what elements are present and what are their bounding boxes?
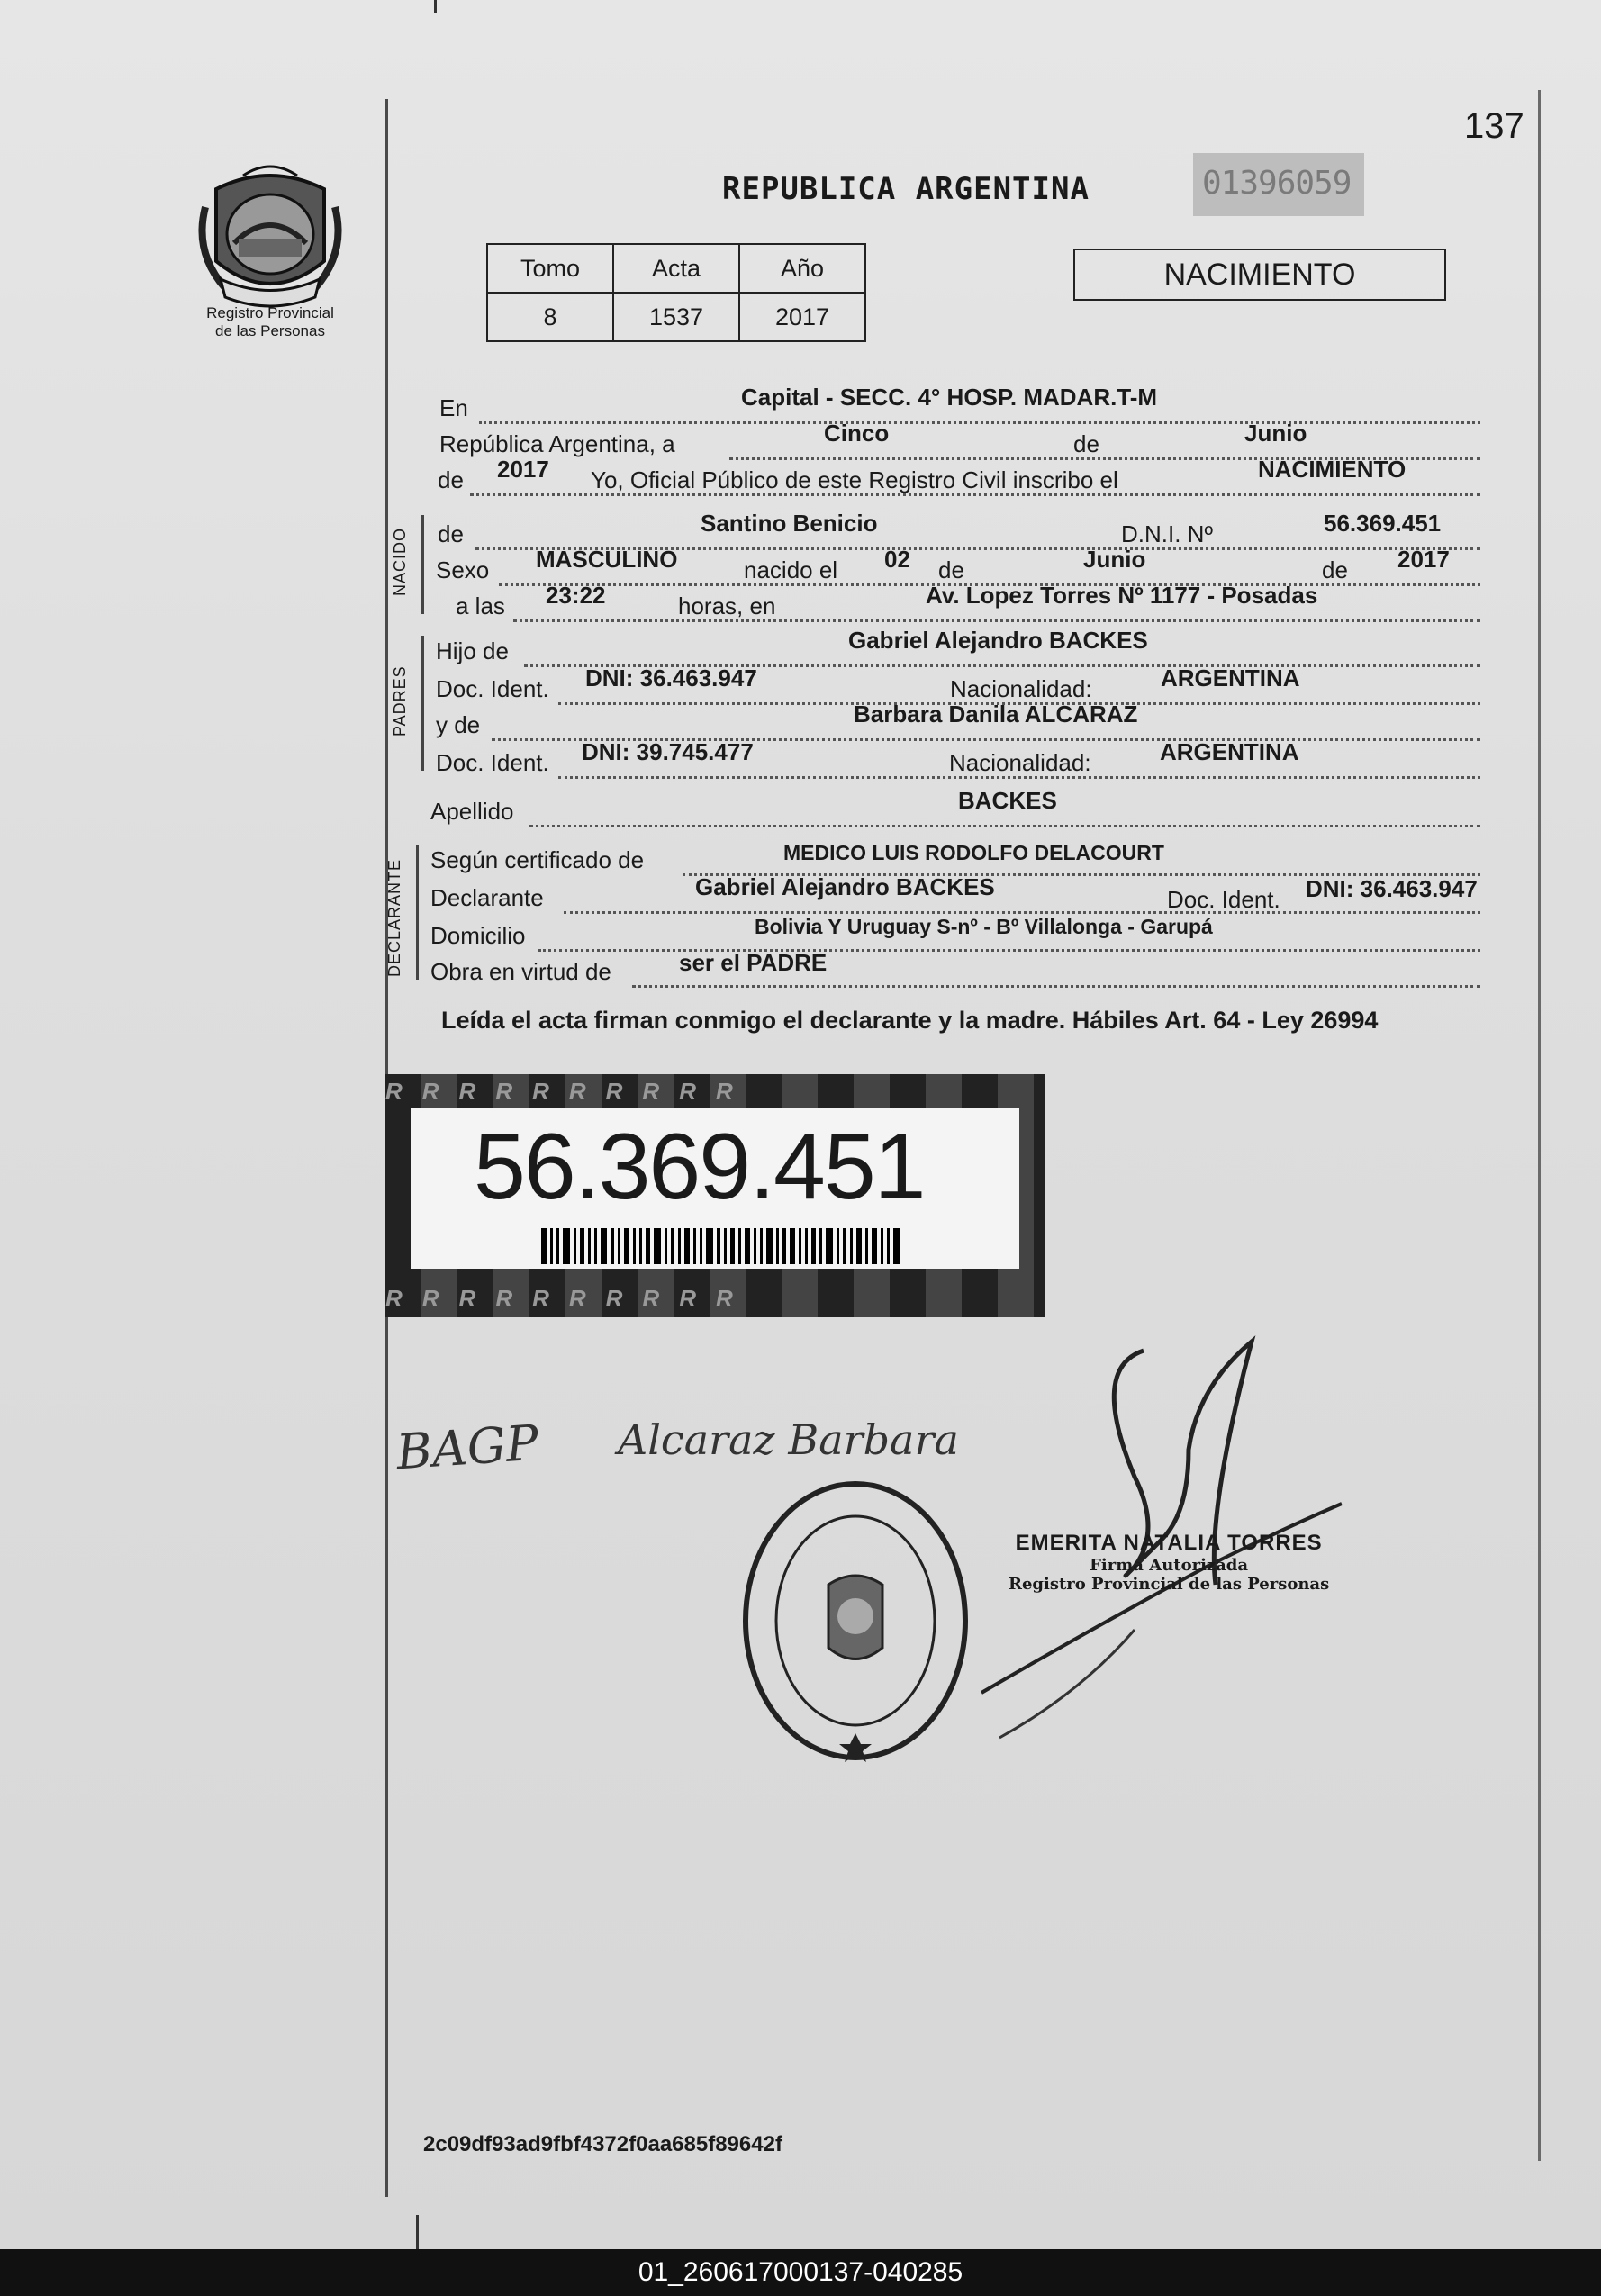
act-type-box: NACIMIENTO xyxy=(1073,249,1446,301)
label-yo-oficial: Yo, Oficial Público de este Registro Civil inscribo el xyxy=(591,466,1118,493)
value-child-name: Santino Benicio xyxy=(701,510,878,537)
label-obra-en-virtud: Obra en virtud de xyxy=(430,958,611,985)
table-header-tomo: Tomo xyxy=(487,244,613,293)
label-a-las: a las xyxy=(456,592,505,619)
row-birth-time xyxy=(423,582,1504,623)
tomo-acta-table xyxy=(486,243,866,342)
value-birth-day: 02 xyxy=(884,546,910,573)
barcode-icon xyxy=(541,1228,901,1264)
barcode-bar xyxy=(556,1228,559,1264)
table-value-acta: 1537 xyxy=(613,293,739,341)
row-mother-doc xyxy=(423,738,1504,780)
barcode-bar xyxy=(850,1228,853,1264)
signer-block xyxy=(1009,1531,1329,1594)
barcode-bar xyxy=(706,1228,713,1264)
value-father-nationality: ARGENTINA xyxy=(1161,664,1300,692)
barcode-bar xyxy=(693,1228,696,1264)
label-republica: República Argentina, a xyxy=(439,430,675,457)
security-pattern-bottom: RRRRRRRRRR xyxy=(385,1285,753,1312)
page-number: 137 xyxy=(1464,106,1524,146)
value-birth-time: 23:22 xyxy=(546,582,606,609)
value-capacity: ser el PADRE xyxy=(679,949,828,976)
label-de-birth-year: de xyxy=(1322,556,1348,583)
label-sexo: Sexo xyxy=(436,556,490,583)
registry-stamp-icon xyxy=(738,1477,972,1765)
right-margin-rule xyxy=(1538,90,1541,2161)
label-apellido: Apellido xyxy=(430,798,514,825)
barcode-bar xyxy=(563,1228,570,1264)
barcode-bar xyxy=(865,1228,868,1264)
table-value-ano: 2017 xyxy=(739,293,865,341)
scan-tick-top xyxy=(434,0,437,13)
barcode-bar xyxy=(881,1228,883,1264)
barcode-bar xyxy=(811,1228,816,1264)
label-nacionalidad-mother: Nacionalidad: xyxy=(949,749,1091,776)
value-address: Bolivia Y Uruguay S-nº - Bº Villalonga - Garupá xyxy=(755,915,1213,938)
barcode-bar xyxy=(541,1228,547,1264)
barcode-bar xyxy=(776,1228,779,1264)
table-header-acta: Acta xyxy=(613,244,739,293)
value-mother-nationality: ARGENTINA xyxy=(1160,738,1299,765)
value-birth-place: Av. Lopez Torres Nº 1177 - Posadas xyxy=(926,582,1318,609)
label-domicilio: Domicilio xyxy=(430,922,526,949)
value-surname: BACKES xyxy=(958,787,1057,814)
barcode-bar xyxy=(588,1228,591,1264)
closing-statement: Leída el acta firman conmigo el declarante y la madre. Hábiles Art. 64 - Ley 26994 xyxy=(441,1007,1379,1034)
barcode-bar xyxy=(618,1228,620,1264)
label-de-month: de xyxy=(938,556,964,583)
dni-label-number: 56.369.451 xyxy=(474,1115,925,1219)
signer-role: Firma Autorizada xyxy=(1090,1556,1249,1575)
value-mother-name: Barbara Danila ALCARAZ xyxy=(854,701,1138,728)
value-year: 2017 xyxy=(497,456,549,483)
label-hijo-de: Hijo de xyxy=(436,637,509,664)
dni-barcode-label xyxy=(385,1074,1045,1317)
row-father xyxy=(423,627,1504,668)
label-de: de xyxy=(1073,430,1099,457)
value-place: Capital - SECC. 4° HOSP. MADAR.T-M xyxy=(741,384,1158,411)
label-segun-certificado: Según certificado de xyxy=(430,846,645,873)
side-label-nacido: NACIDO xyxy=(391,527,409,596)
barcode-bar xyxy=(856,1228,862,1264)
value-certificate: MEDICO LUIS RODOLFO DELACOURT xyxy=(783,841,1164,864)
barcode-bar xyxy=(594,1228,597,1264)
dni-label-inner xyxy=(411,1108,1019,1269)
barcode-bar xyxy=(574,1228,576,1264)
barcode-bar xyxy=(700,1228,702,1264)
value-child-dni: 56.369.451 xyxy=(1324,510,1442,537)
side-label-declarante: DECLARANTE xyxy=(385,858,403,977)
row-place xyxy=(423,384,1504,425)
table-header-ano: Año xyxy=(739,244,865,293)
barcode-bar xyxy=(799,1228,801,1264)
scan-tick-bottom xyxy=(416,2215,419,2251)
row-certificate xyxy=(423,841,1504,877)
barcode-bar xyxy=(826,1228,833,1264)
barcode-bar xyxy=(837,1228,839,1264)
handwritten-initials: BAGP xyxy=(393,1414,541,1481)
value-father-name: Gabriel Alejandro BACKES xyxy=(848,627,1148,654)
barcode-bar xyxy=(754,1228,756,1264)
side-label-padres: PADRES xyxy=(391,665,409,737)
barcode-bar xyxy=(766,1228,773,1264)
scan-footer-id: 01_260617000137-040285 xyxy=(0,2249,1601,2296)
barcode-bar xyxy=(717,1228,720,1264)
row-mother xyxy=(423,701,1504,742)
barcode-bar xyxy=(671,1228,674,1264)
barcode-bar xyxy=(790,1228,795,1264)
section-rule-declarante xyxy=(416,845,419,980)
barcode-bar xyxy=(580,1228,584,1264)
label-doc-ident-declarant: Doc. Ident. xyxy=(1167,886,1280,913)
label-nacido-el: nacido el xyxy=(744,556,838,583)
serial-number: 01396059 xyxy=(1202,165,1352,202)
barcode-bar xyxy=(843,1228,846,1264)
value-month: Junio xyxy=(1244,420,1307,447)
registry-caption-line1: Registro Provincial xyxy=(206,304,334,321)
barcode-bar xyxy=(550,1228,553,1264)
signer-name: EMERITA NATALIA TORRES xyxy=(1015,1531,1323,1555)
barcode-bar xyxy=(724,1228,727,1264)
label-horas-en: horas, en xyxy=(678,592,776,619)
barcode-bar xyxy=(639,1228,642,1264)
label-de-year: de xyxy=(438,466,464,493)
barcode-bar xyxy=(665,1228,667,1264)
barcode-bar xyxy=(887,1228,890,1264)
barcode-bar xyxy=(684,1228,690,1264)
barcode-bar xyxy=(819,1228,822,1264)
value-day-word: Cinco xyxy=(824,420,890,447)
value-sex: MASCULINO xyxy=(536,546,678,573)
value-father-doc: DNI: 36.463.947 xyxy=(585,664,757,692)
label-dni-no: D.N.I. Nº xyxy=(1121,520,1213,547)
barcode-bar xyxy=(738,1228,741,1264)
document-hash: 2c09df93ad9fbf4372f0aa685f89642f xyxy=(423,2132,782,2156)
document-title: REPUBLICA ARGENTINA xyxy=(722,171,1090,207)
handwritten-mother-name: Alcaraz Barbara xyxy=(618,1415,959,1464)
row-capacity xyxy=(423,949,1504,989)
signer-registry: Registro Provincial de las Personas xyxy=(1009,1575,1330,1594)
value-act: NACIMIENTO xyxy=(1258,456,1407,483)
registry-caption xyxy=(176,304,365,340)
value-birth-year: 2017 xyxy=(1397,546,1450,573)
barcode-bar xyxy=(624,1228,629,1264)
barcode-bar xyxy=(601,1228,607,1264)
label-en: En xyxy=(439,394,468,421)
label-declarante: Declarante xyxy=(430,884,544,911)
label-de-child: de xyxy=(438,520,464,547)
barcode-bar xyxy=(745,1228,750,1264)
barcode-bar xyxy=(782,1228,786,1264)
barcode-bar xyxy=(760,1228,763,1264)
row-declarant xyxy=(423,873,1504,915)
value-mother-doc: DNI: 39.745.477 xyxy=(582,738,754,765)
value-declarant: Gabriel Alejandro BACKES xyxy=(695,873,995,900)
value-birth-month: Junio xyxy=(1083,546,1146,573)
barcode-bar xyxy=(678,1228,681,1264)
barcode-bar xyxy=(872,1228,877,1264)
barcode-bar xyxy=(805,1228,808,1264)
barcode-bar xyxy=(646,1228,650,1264)
label-y-de: y de xyxy=(436,711,481,738)
barcode-bar xyxy=(730,1228,735,1264)
value-declarant-doc: DNI: 36.463.947 xyxy=(1306,875,1478,902)
label-doc-ident-mother: Doc. Ident. xyxy=(436,749,549,776)
row-address xyxy=(423,917,1504,953)
barcode-bar xyxy=(611,1228,614,1264)
security-pattern-top: RRRRRRRRRR xyxy=(385,1078,753,1105)
label-doc-ident-father: Doc. Ident. xyxy=(436,675,549,702)
table-value-tomo: 8 xyxy=(487,293,613,341)
row-surname xyxy=(423,787,1504,828)
label-nacionalidad-father: Nacionalidad: xyxy=(950,675,1092,702)
barcode-bar xyxy=(633,1228,636,1264)
row-year xyxy=(423,456,1504,497)
barcode-bar xyxy=(893,1228,900,1264)
barcode-bar xyxy=(654,1228,661,1264)
registry-caption-line2: de las Personas xyxy=(215,322,325,339)
